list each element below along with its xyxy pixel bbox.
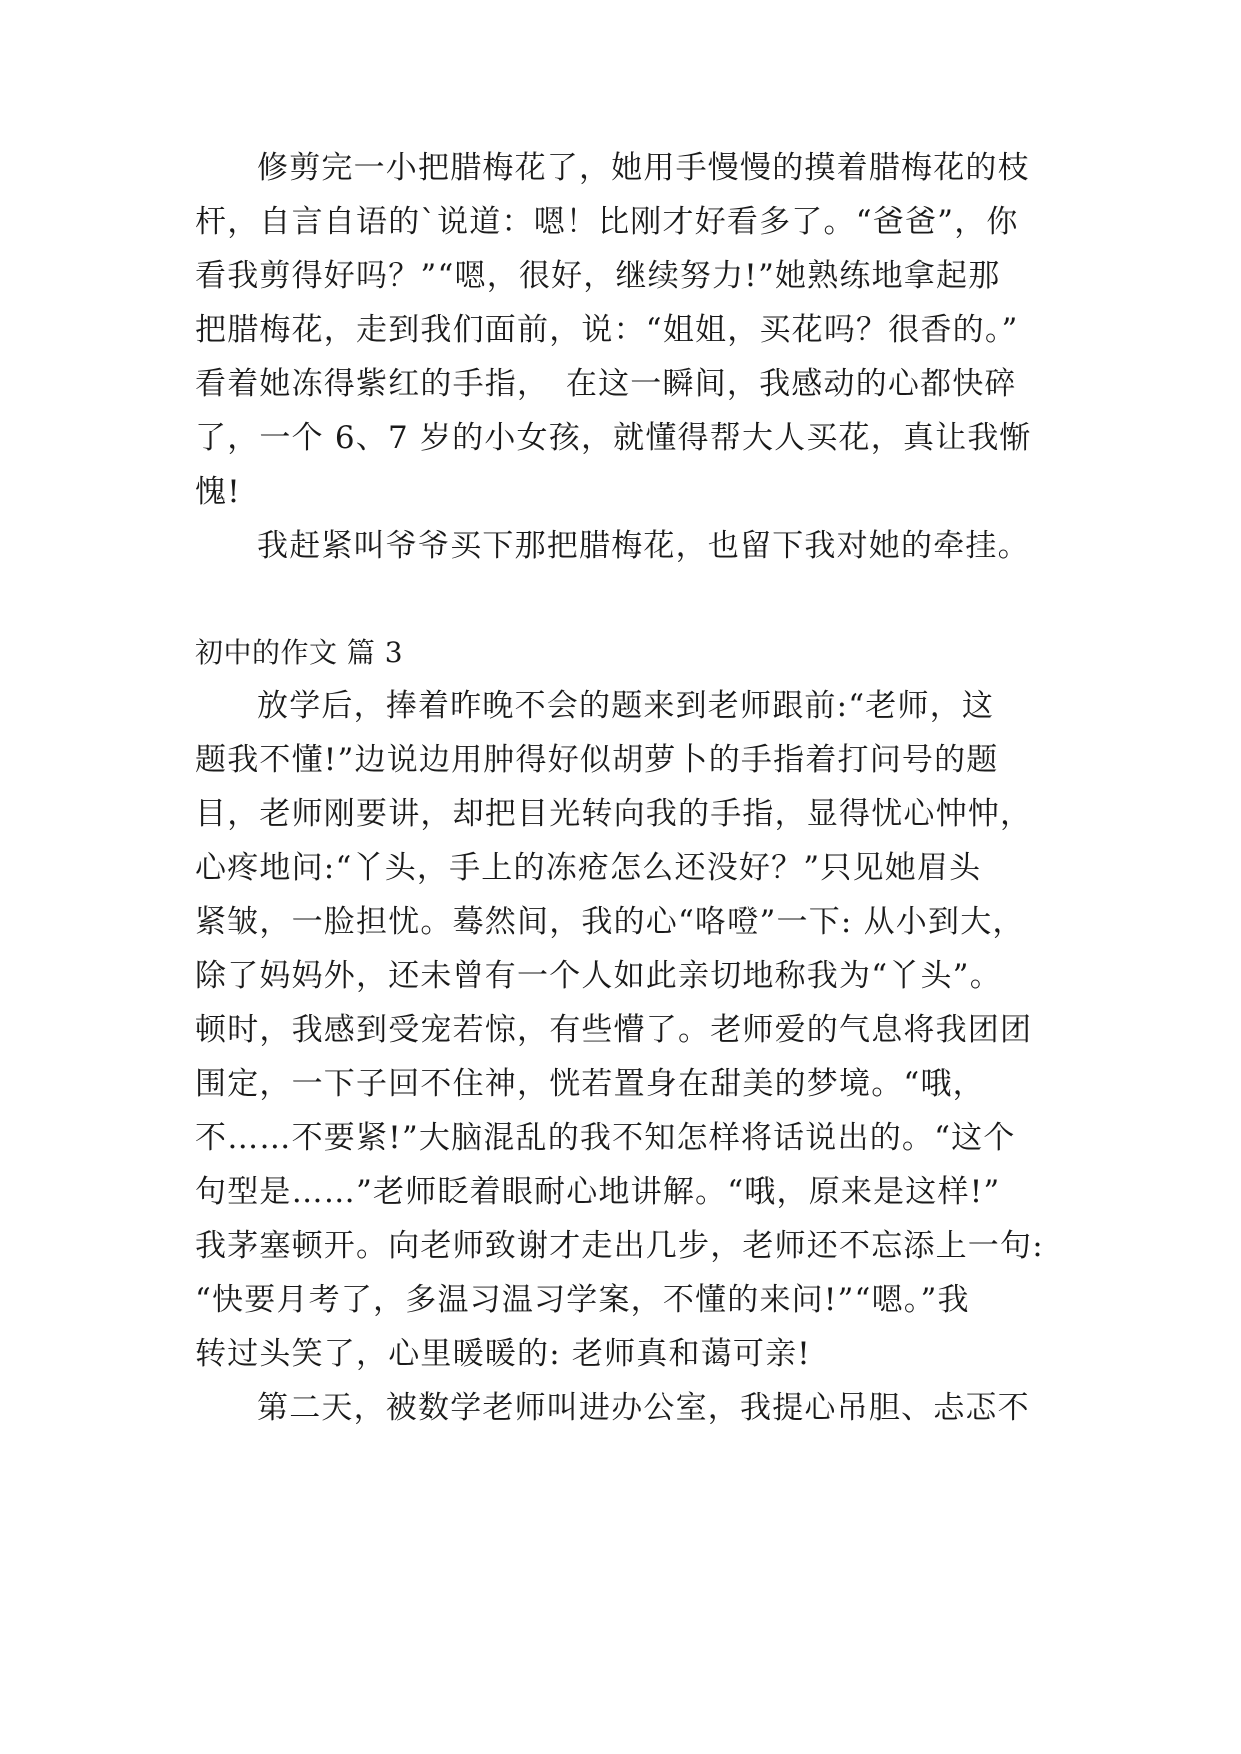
paragraph-line: 顿时，我感到受宠若惊，有些懵了。老师爱的气息将我团团 (195, 1012, 1033, 1048)
paragraph-line: “快要月考了，多温习温习学案，不懂的来问!”“嗯。”我 (195, 1282, 970, 1318)
paragraph-line: 了，一个 6、7 岁的小女孩，就懂得帮大人买花，真让我惭 (195, 420, 1032, 456)
paragraph-line: 愧! (195, 474, 241, 510)
paragraph-line: 我茅塞顿开。向老师致谢才走出几步，老师还不忘添上一句: (195, 1228, 1044, 1264)
paragraph-line: 看我剪得好吗？”“嗯，很好，继续努力!”她熟练地拿起那 (195, 258, 1001, 294)
paragraph-line: 紧皱，一脸担忧。蓦然间，我的心“咯噔”一下: 从小到大， (195, 904, 1025, 940)
paragraph-line: 题我不懂!”边说边用肿得好似胡萝卜的手指着打问号的题 (195, 742, 999, 778)
paragraph-line: 围定，一下子回不住神，恍若置身在甜美的梦境。“哦， (195, 1066, 985, 1102)
section-heading: 初中的作文 篇 3 (195, 636, 404, 669)
paragraph-line: 我赶紧叫爷爷买下那把腊梅花，也留下我对她的牵挂。 (257, 528, 1030, 564)
paragraph-line: 杆，自言自语的`说道：嗯！比刚才好看多了。“爸爸”，你 (195, 204, 1019, 240)
paragraph-line: 不……不要紧!”大脑混乱的我不知怎样将话说出的。“这个 (195, 1120, 1016, 1156)
paragraph-line: 目，老师刚要讲，却把目光转向我的手指，显得忧心忡忡， (195, 796, 1033, 832)
paragraph-line: 修剪完一小把腊梅花了，她用手慢慢的摸着腊梅花的枝 (257, 150, 1030, 186)
paragraph-line: 心疼地问:“丫头，手上的冻疮怎么还没好？”只见她眉头 (195, 850, 982, 886)
paragraph-line: 句型是……”老师眨着眼耐心地讲解。“哦，原来是这样!” (195, 1174, 1001, 1210)
paragraph-line: 转过头笑了，心里暖暖的: 老师真和蔼可亲! (195, 1336, 811, 1372)
paragraph-line: 第二天，被数学老师叫进办公室，我提心吊胆、忐忑不 (257, 1390, 1030, 1426)
paragraph-line: 除了妈妈外，还未曾有一个人如此亲切地称我为“丫头”。 (195, 958, 1002, 994)
paragraph-line: 把腊梅花，走到我们面前，说：“姐姐，买花吗？很香的。” (195, 312, 1019, 348)
paragraph-line: 放学后，捧着昨晚不会的题来到老师跟前:“老师，这 (257, 688, 995, 724)
paragraph-line: 看着她冻得紫红的手指， 在这一瞬间，我感动的心都快碎 (195, 366, 1017, 402)
